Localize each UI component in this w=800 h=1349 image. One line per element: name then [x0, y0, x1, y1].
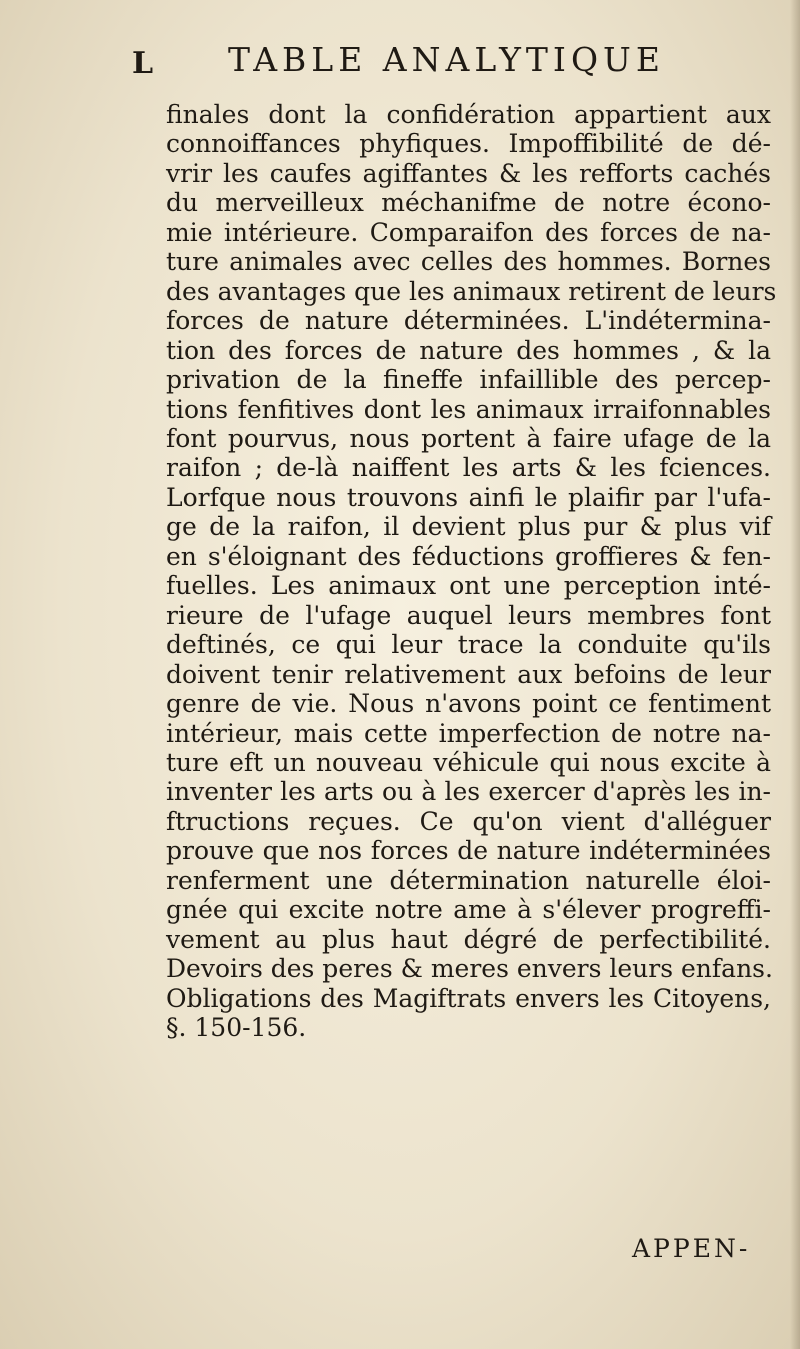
text-line: deftinés, ce qui leur trace la conduite qu'ils	[166, 630, 771, 660]
page-edge-shadow	[790, 0, 800, 1349]
text-line: des avantages que les animaux retirent de leurs	[166, 276, 777, 306]
catchword: APPEN-	[632, 1234, 751, 1263]
section-reference: §. 150-156.	[166, 1013, 307, 1043]
text-line: ge de la raifon, il devient plus pur & plus vif	[166, 512, 771, 542]
text-line: Obligations des Magiftrats envers les Citoyens,	[166, 983, 771, 1013]
text-line: Devoirs des peres & meres envers leurs enfans.	[166, 954, 773, 984]
text-line: prouve que nos forces de nature indéterminées	[166, 836, 771, 866]
text-line: privation de la fineffe infaillible des percep-	[166, 365, 771, 395]
text-line: inventer les arts ou à les exercer d'après les in-	[166, 777, 771, 807]
text-line: du merveilleux méchanifme de notre écono-	[166, 188, 771, 218]
text-line: finales dont la confidération appartient aux	[166, 100, 771, 129]
text-line: gnée qui excite notre ame à s'élever progreffi-	[166, 895, 771, 925]
body-text	[166, 100, 777, 1043]
text-line: vrir les caufes agiffantes & les refforts cachés	[166, 158, 771, 188]
text-line: forces de nature déterminées. L'indétermina-	[166, 306, 771, 336]
text-line: tion des forces de nature des hommes , & la	[166, 335, 771, 365]
text-line: doivent tenir relativement aux befoins de leur	[166, 659, 771, 689]
text-line: connoiffances phyfiques. Impoffibilité de dé-	[166, 129, 771, 159]
text-line: ftructions reçues. Ce qu'on vient d'alléguer	[166, 806, 771, 836]
text-line: Lorfque nous trouvons ainfi le plaifir par l'ufa-	[166, 482, 771, 512]
text-line: font pourvus, nous portent à faire ufage de la	[166, 423, 771, 453]
text-line: raifon ; de-là naiffent les arts & les fciences.	[166, 453, 771, 483]
text-line: en s'éloignant des féductions groffieres & fen-	[166, 541, 771, 571]
text-line: ture eft un nouveau véhicule qui nous excite à	[166, 747, 771, 777]
text-line: tions fenfitives dont les animaux irraifonnables	[166, 394, 771, 424]
text-line: genre de vie. Nous n'avons point ce fentiment	[166, 689, 771, 719]
text-line: rieure de l'ufage auquel leurs membres font	[166, 600, 771, 630]
page-number: L	[132, 46, 155, 81]
text-line: mie intérieure. Comparaifon des forces de na-	[166, 217, 771, 247]
text-line: renferment une détermination naturelle éloi-	[166, 865, 771, 895]
running-head: TABLE ANALYTIQUE	[228, 40, 665, 79]
text-line: fuelles. Les animaux ont une perception inté-	[166, 571, 771, 601]
text-line: ture animales avec celles des hommes. Bornes	[166, 247, 771, 277]
text-line: vement au plus haut dégré de perfectibilité.	[166, 924, 771, 954]
text-line: intérieur, mais cette imperfection de notre na-	[166, 718, 771, 748]
